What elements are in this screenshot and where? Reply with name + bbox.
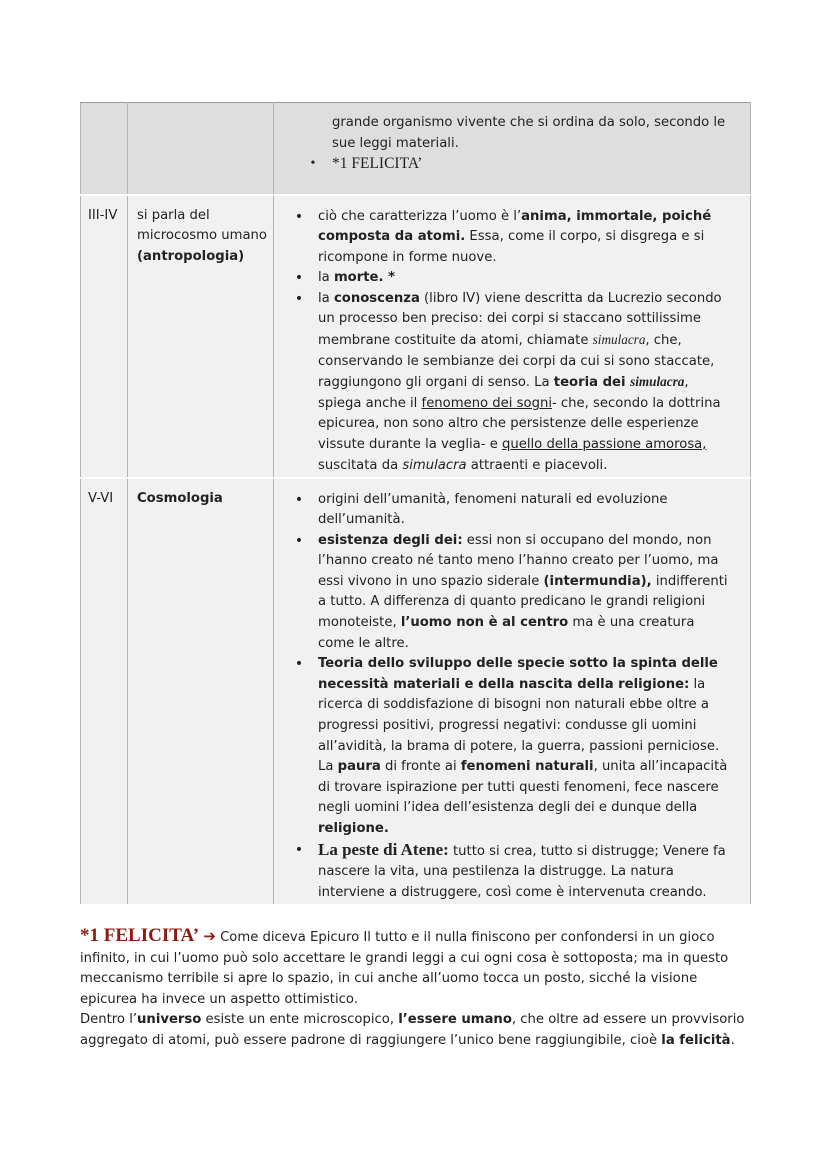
bold-text: Teoria dello sviluppo delle specie sotto la spinta delle necessità materiali e della nascita della religione:	[318, 656, 718, 692]
underlined-text: fenomeno dei sogni	[421, 395, 552, 411]
content-cell	[274, 195, 751, 478]
italic-term: simulacra	[630, 374, 685, 390]
text-run: essi non si occupano del mondo, non l’hanno creato né tanto meno l’hanno creato per l’uomo, ma essi vivono in uno spazio siderale	[318, 532, 719, 589]
italic-term: simulacra	[402, 457, 467, 473]
books-cell: V-VI	[81, 478, 128, 904]
text-run: la	[318, 290, 334, 306]
text-run: Come diceva Epicuro Il tutto e il nulla finiscono per confondersi in un gioco infinito, in cui l’uomo può solo accettare le grandi leggi a cui ogni cosa è sottoposta; ma in questo meccanismo terribile si apre lo spazio, in cui anche all’uomo tocca un posto, sicché la visione epicurea ha invece un aspetto ottimistico.	[80, 930, 729, 1007]
list-item	[318, 289, 732, 476]
topic-cell	[128, 103, 274, 195]
table-row	[81, 103, 751, 195]
bold-text: anima, immortale, poiché composta da atomi.	[318, 208, 712, 245]
bullet-list	[292, 490, 732, 904]
bold-heading-text: La peste di Atene:	[318, 839, 449, 859]
text-run: di fronte ai	[380, 759, 461, 775]
bold-text: morte. *	[333, 270, 395, 286]
text-run: , unita all’incapacità di trovare ispirazione per tutti questi fenomeni, fece nascere negli uomini l’idea dell’esistenza degli dei e dunque della	[318, 759, 728, 816]
content-table	[80, 102, 751, 904]
topic-text: Cosmologia	[137, 490, 223, 506]
bold-text: religione.	[318, 821, 389, 836]
list-item	[318, 840, 732, 904]
content-cell	[274, 478, 751, 904]
bold-text: esistenza degli dei:	[318, 532, 463, 548]
text-run: ciò che caratterizza l’uomo è l’	[318, 208, 522, 224]
text-run: la	[318, 270, 334, 286]
bold-text: paura	[337, 759, 381, 775]
note-heading: *1 FELICITA’	[80, 925, 200, 946]
text-run: ma è una creatura come le altre.	[318, 615, 695, 651]
list-item	[318, 490, 732, 531]
text-run: tutto si crea, tutto si distrugge; Venere fa nascere la vita, una pestilenza la distrugge. La natura interviene a distruggere, così come è intervenuta creando.	[318, 843, 726, 900]
text-run: , spiega anche il	[318, 375, 689, 411]
note-paragraph	[80, 1010, 748, 1051]
list-item	[318, 268, 732, 289]
books-cell: III-IV	[81, 195, 128, 478]
bold-text: teoria dei	[553, 375, 631, 391]
text-run: Essa, come il corpo, si disgrega e si ricompone in forme nuove.	[318, 229, 705, 265]
topic-text: si parla del microcosmo umano	[137, 207, 267, 244]
bullet-list	[292, 154, 732, 175]
text-run: Dentro l’	[80, 1012, 138, 1027]
text-run: , che, conservando le sembianze dei corpi da cui si sono staccate, raggiungono gli organi di senso. La	[318, 333, 715, 391]
text-run: La	[318, 759, 338, 775]
topic-cell	[128, 195, 274, 478]
text-run: suscitata da	[318, 457, 403, 473]
text-run: - che, secondo la dottrina epicurea, non sono altro che persistenze delle esperienze vissute durante la veglia- e	[318, 395, 721, 453]
text-run: , che oltre ad essere un provvisorio aggregato di atomi, può essere padrone di raggiungere l’unico bene raggiungibile, cioè	[80, 1012, 745, 1048]
italic-term: simulacra	[592, 332, 646, 348]
bold-text: l’uomo non è al centro	[400, 615, 569, 631]
list-item	[318, 531, 732, 655]
list-item	[318, 654, 732, 839]
list-item	[318, 207, 732, 269]
books-cell	[81, 103, 128, 195]
text-run: esiste un ente microscopico,	[201, 1012, 399, 1027]
bold-text: (intermundia),	[543, 573, 652, 589]
underlined-text: quello della passione amorosa,	[502, 437, 707, 453]
bold-text: l’essere umano	[398, 1012, 512, 1027]
bold-text: fenomeni naturali	[460, 759, 594, 775]
topic-emphasis: (antropologia)	[137, 248, 245, 264]
content-cell	[274, 103, 751, 195]
bold-text: conoscenza	[333, 290, 420, 306]
text-run: (libro IV) viene descritta da Lucrezio secondo un processo ben preciso: dei corpi si staccano sottilissime membrane costituite da atomi, chiamate	[318, 290, 722, 349]
felicita-note	[80, 926, 748, 1051]
arrow-right-icon: ➔	[203, 927, 216, 945]
text-run: indifferenti a tutto. A differenza di quanto predicano le grandi religioni monoteiste,	[318, 573, 728, 631]
text-run: la ricerca di soddisfazione di bisogni non naturali ebbe oltre a progressi positivi, progressi negativi: condusse gli uomini all’avidità, la brama di potere, la guerra, passioni perniciose.	[318, 676, 720, 754]
text-run: .	[730, 1032, 735, 1048]
text-run: origini dell’umanità, fenomeni naturali ed evoluzione dell’umanità.	[318, 491, 668, 528]
table-row	[81, 195, 751, 478]
text-run: attraenti e piacevoli.	[466, 457, 608, 473]
note-paragraph	[80, 926, 748, 1010]
continued-text: grande organismo vivente che si ordina da solo, secondo le sue leggi materiali.	[332, 115, 726, 151]
bold-text: universo	[137, 1012, 202, 1027]
bold-text: la felicità	[661, 1032, 731, 1048]
bullet-list	[292, 207, 732, 477]
table-row	[81, 478, 751, 904]
list-item: • *1 FELICITA’	[332, 154, 732, 175]
topic-cell	[128, 478, 274, 904]
